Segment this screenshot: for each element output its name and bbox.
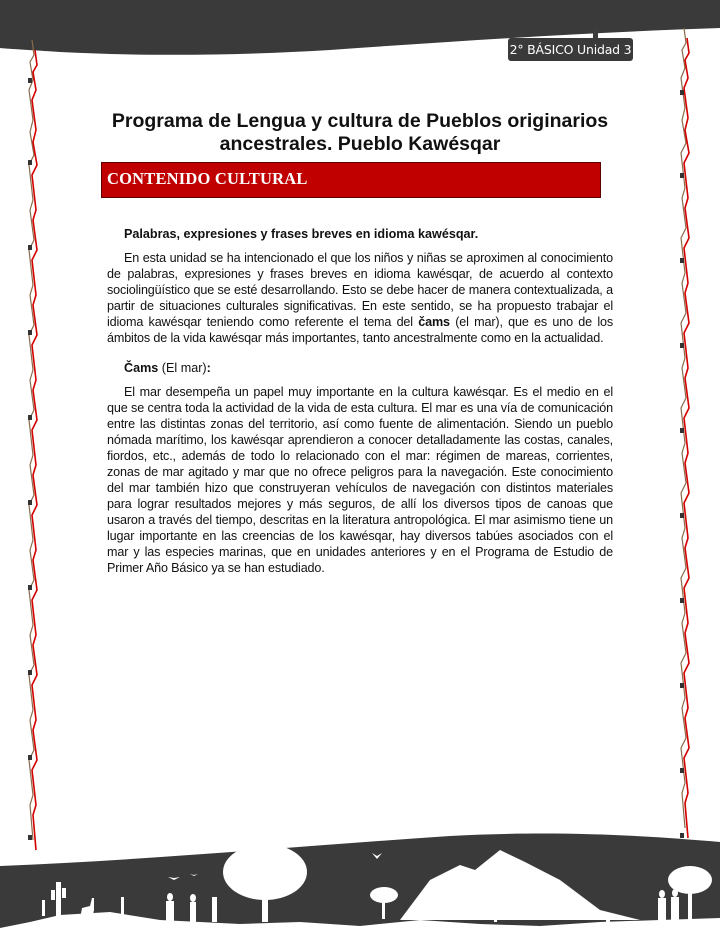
paragraph-el-mar: El mar desempeña un papel muy importante en la cultura kawésqar. Es el medio en el que se centra toda la actividad de la vida de esta cultura. El mar es una vía de comunicación entre las distintas zonas del territorio, así como fuente de alimentación. Siendo un pueblo nómada marítimo, los kawésqar aprendieron a conocer detalladamente las costas, canales, fiordos, etc., además de todo lo relacionado con el mar: régimen de mareas, corrientes, zonas de mar agitado y mar que no ofrece peligros para la navegación. Este conocimiento del mar también hizo que construyeran vehículos de navegación con distintos materiales para lograr resultados mejores y más seguros, de allí los diversos tipos de canoas que usaron a través del tiempo, descritas en la literatura antropológica. El mar asimismo tiene un lugar importante en las creencias de los kawésqar, hay diversos tabúes asociados con el mar y las especies marinas, que en unidades anteriores y en el Programa de Estudio de Primer Año Básico ya se han estudiado. (107, 385, 613, 575)
section-banner (101, 162, 601, 198)
paragraph-intro (107, 250, 613, 346)
right-border-ornament (676, 28, 696, 848)
document-body (107, 226, 613, 576)
subheading-el-mar-translation: (El mar) (158, 361, 207, 375)
subheading-el-mar (124, 360, 613, 376)
title-line-2: ancestrales. Pueblo Kawésqar (219, 133, 501, 155)
left-border-ornament (24, 40, 44, 860)
footer-landscape (0, 815, 720, 932)
document-title (100, 110, 620, 156)
paragraph-intro-text-a: En esta unidad se ha intencionado el que los niños y niñas se aproximen al conocimiento de palabras, expresiones y frases breves en idioma kawésqar, de acuerdo al contexto sociolingüístico que se esté desarrollando. Esto se debe hacer de manera contextualizada, a partir de situaciones culturales significativas. En este sentido, se ha propuesto trabajar el idioma kawésqar teniendo como referente el tema del (107, 251, 613, 329)
section-banner-label: CONTENIDO CULTURAL (107, 169, 308, 188)
title-line-1: Programa de Lengua y cultura de Pueblos originarios (111, 110, 609, 132)
subheading-el-mar-keyword: Čams (124, 361, 159, 375)
keyword-cams: čams (418, 315, 450, 329)
paragraph-intro-text-b: (el mar), que es uno de los ámbitos de la vida kawésqar más importantes, tanto ancestralmente como en la actualidad. (107, 315, 613, 345)
subheading-vocabulary: Palabras, expresiones y frases breves en idioma kawésqar. (124, 227, 479, 241)
subheading-el-mar-colon: : (206, 361, 211, 375)
grade-unit-badge: 2° BÁSICO Unidad 3 (508, 38, 633, 61)
